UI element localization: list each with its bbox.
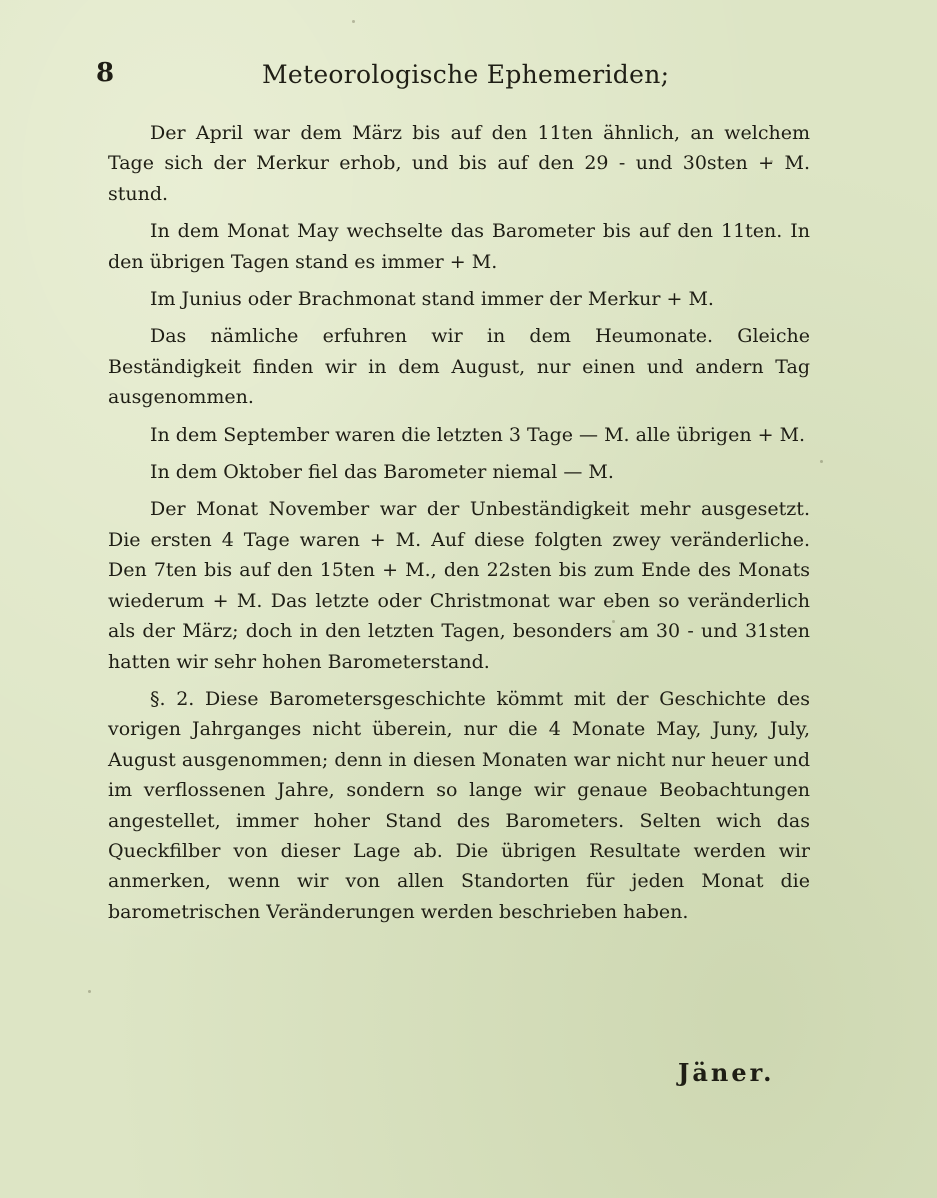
- running-title: Meteorologische Ephemeriden;: [262, 60, 670, 89]
- paragraph-april: Der April war dem März bis auf den 11ten ähnlich, an welchem Tage sich der Merkur erhob, und bis auf den 29 - und 30sten + M. stund.: [108, 122, 810, 205]
- catchword: Jäner.: [678, 1058, 775, 1087]
- paragraph-october: In dem Oktober fiel das Barometer niemal — M.: [150, 461, 614, 484]
- page-number: 8: [96, 58, 115, 88]
- page-header: [96, 58, 836, 98]
- paragraph-may: In dem Monat May wechselte das Barometer bis auf den 11ten. In den übrigen Tagen stand es immer + M.: [108, 220, 810, 273]
- body-text: [108, 118, 810, 927]
- paper-speck: [88, 990, 91, 993]
- paragraph-september: In dem September waren die letzten 3 Tage — M. alle übrigen + M.: [150, 423, 806, 446]
- paragraph-june: Im Junius oder Brachmonat stand immer der Merkur + M.: [150, 288, 714, 311]
- paper-speck: [820, 460, 823, 463]
- paragraph-november-december: Der Monat November war der Unbeständigkeit mehr ausgesetzt. Die ersten 4 Tage waren + M. Auf diese folgten zwey veränderliche. Den 7ten bis auf den 15ten + M., den 22sten bis zum Ende des Monats wiederum + M. Das letzte oder Christmonat war eben so veränderlich als der März; doch in den letzten Tagen, besonders am 30 - und 31sten hatten wir sehr hohen Barometerstand.: [108, 498, 810, 673]
- paper-speck: [352, 20, 355, 23]
- paragraph-july-august: Das nämliche erfuhren wir in dem Heumonate. Gleiche Beständigkeit finden wir in dem August, nur einen und andern Tag ausgenommen.: [108, 325, 810, 409]
- paragraph-section-2: §. 2. Diese Barometersgeschichte kömmt mit der Geschichte des vorigen Jahrganges nicht überein, nur die 4 Monate May, Juny, July, August ausgenommen; denn in diesen Monaten war nicht nur heuer und im verflossenen Jahre, sondern so lange wir genaue Beobachtungen angestellet, immer hoher Stand des Barometers. Selten wich das Queckfilber von dieser Lage ab. Die übrigen Resultate werden wir anmerken, wenn wir von allen Standorten für jeden Monat die barometrischen Veränderungen werden beschrieben haben.: [108, 687, 810, 923]
